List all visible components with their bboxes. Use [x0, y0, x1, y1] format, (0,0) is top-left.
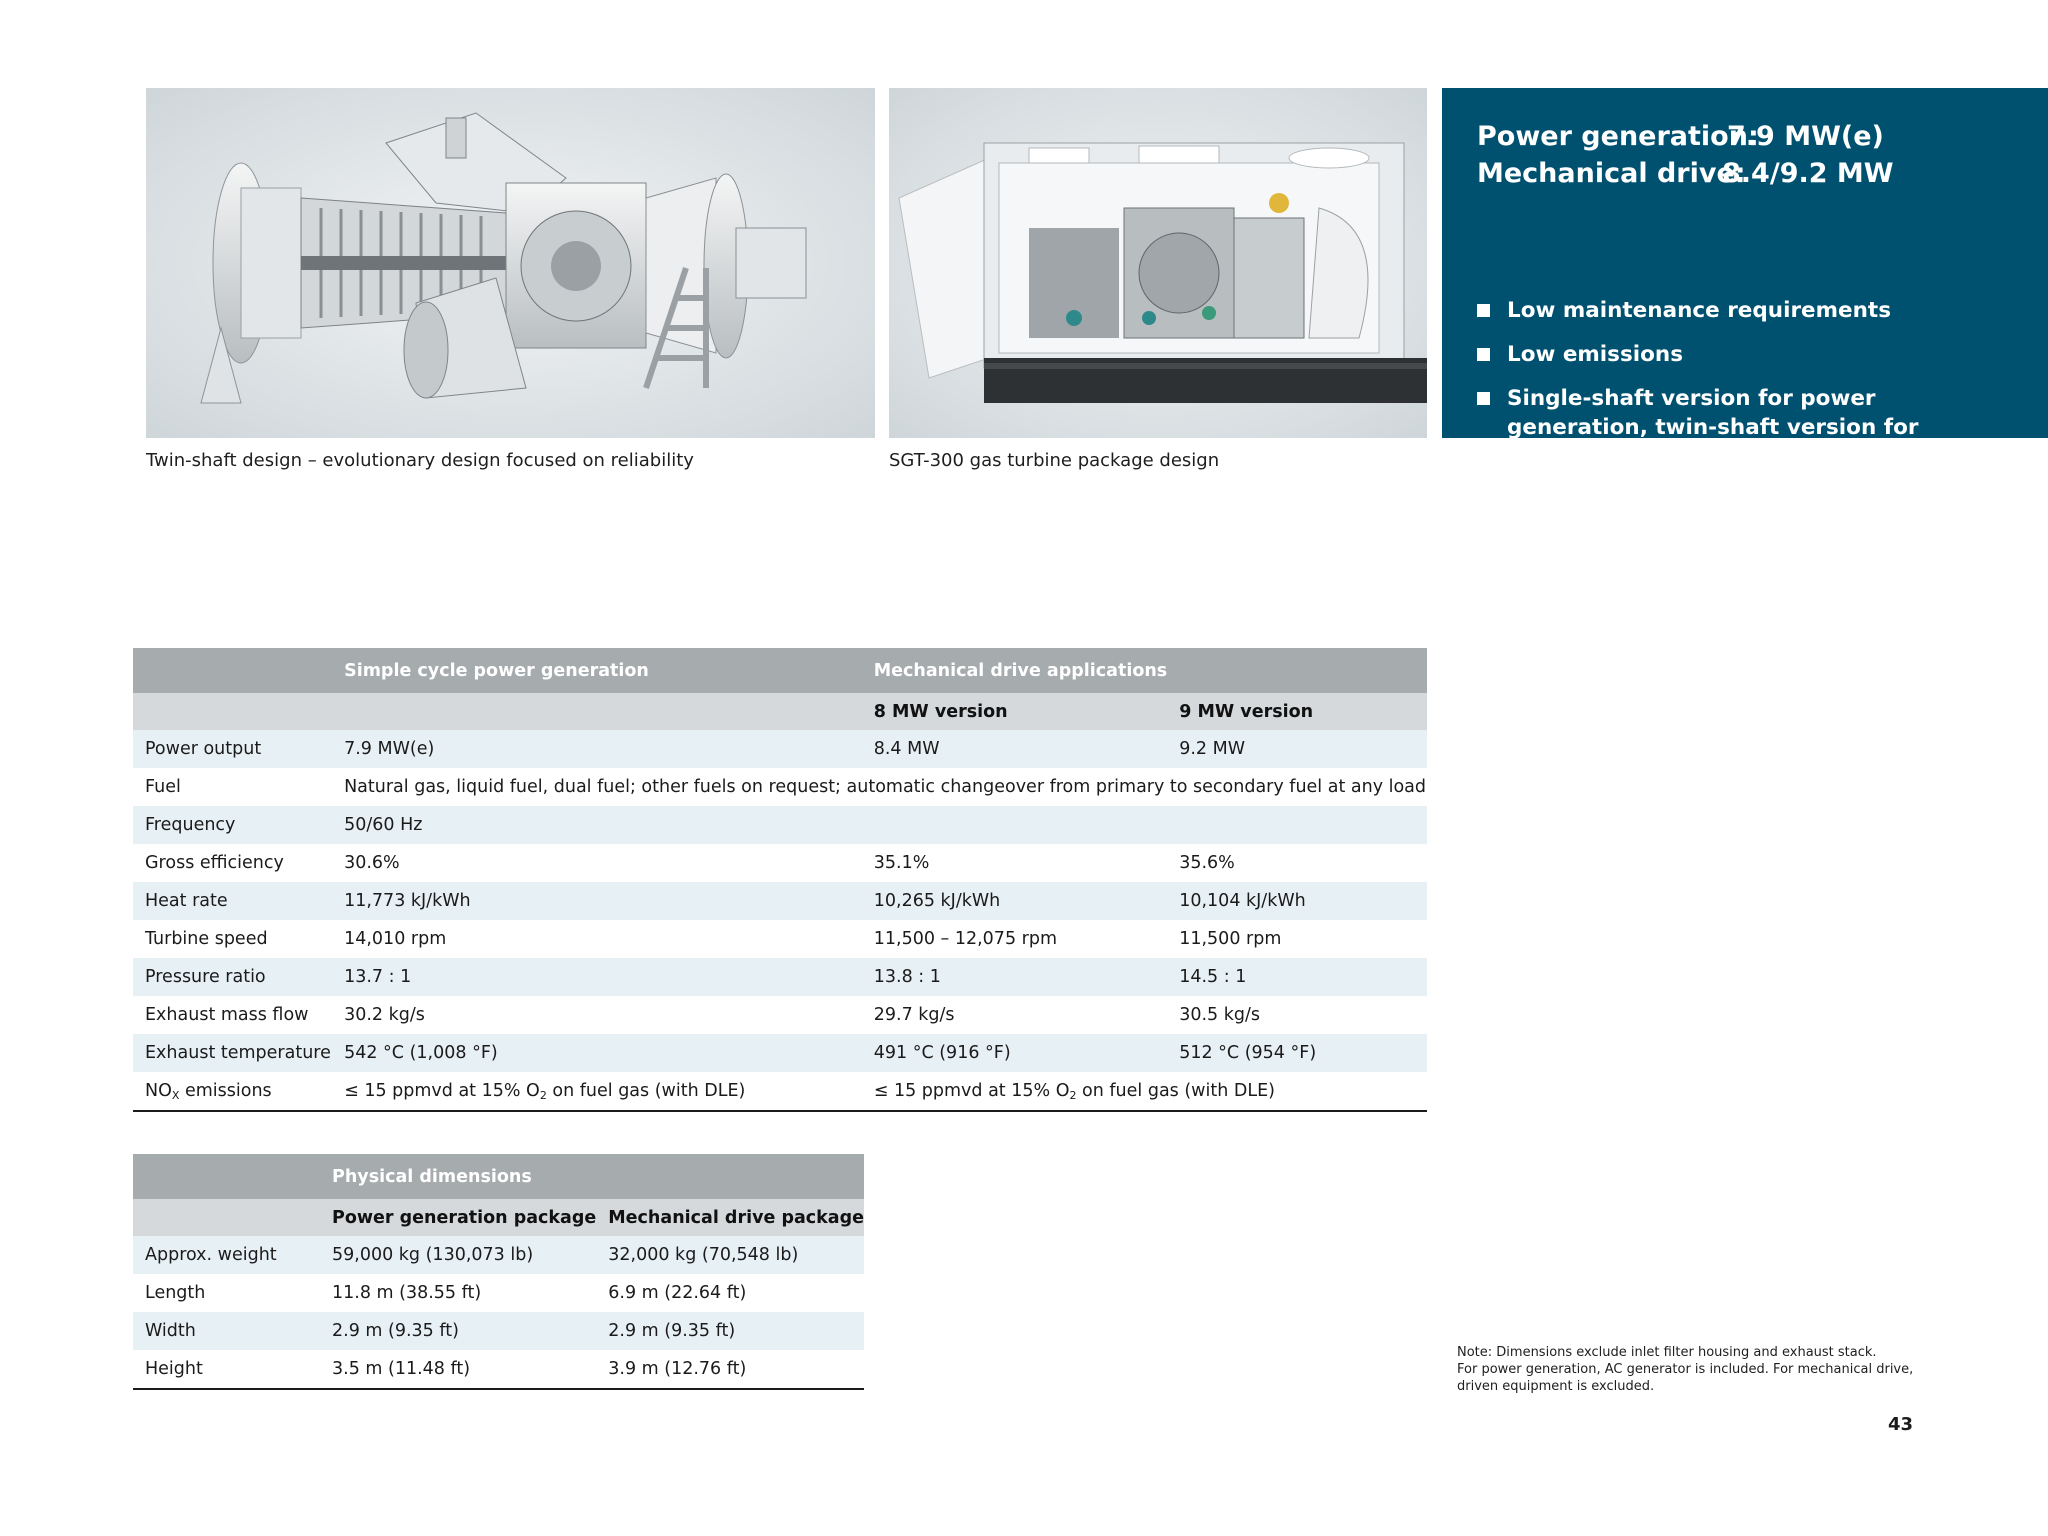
performance-table [133, 648, 1427, 1112]
col-header-9mw: 9 MW version [1167, 693, 1427, 730]
bullet-square-icon [1477, 392, 1490, 405]
table-row: Gross efficiency 30.6% 35.1% 35.6% [133, 844, 1427, 882]
dimensions-note: Note: Dimensions exclude inlet filter housing and exhaust stack. For power generation, AC generator is included. For mechanical drive, driven equipment is excluded. [1457, 1345, 1914, 1394]
table-row: Frequency 50/60 Hz [133, 806, 1427, 844]
table-header-row [133, 1154, 864, 1199]
table-row: Length 11.8 m (38.55 ft) 6.9 m (22.64 ft) [133, 1274, 864, 1312]
table-header-row [133, 648, 1427, 693]
bullet-square-icon [1477, 304, 1490, 317]
table-row: Width 2.9 m (9.35 ft) 2.9 m (9.35 ft) [133, 1312, 864, 1350]
table-row: Pressure ratio 13.7 : 1 13.8 : 1 14.5 : 1 [133, 958, 1427, 996]
table-row: Height 3.5 m (11.48 ft) 3.9 m (12.76 ft) [133, 1350, 864, 1389]
power-generation-label: Power generation: [1477, 121, 1759, 152]
col-header-simple-cycle: Simple cycle power generation [332, 648, 862, 693]
table-row: Approx. weight 59,000 kg (130,073 lb) 32,000 kg (70,548 lb) [133, 1236, 864, 1274]
col-header-mechanical-drive: Mechanical drive applications [862, 648, 1167, 693]
table-row: Turbine speed 14,010 rpm 11,500 – 12,075 rpm 11,500 rpm [133, 920, 1427, 958]
turbine-cutaway-image [146, 88, 875, 438]
col-header-physical-dimensions: Physical dimensions [320, 1154, 596, 1199]
table-row: Power output 7.9 MW(e) 8.4 MW 9.2 MW [133, 730, 1427, 768]
mechanical-drive-label: Mechanical drive: [1477, 158, 1746, 189]
col-header-8mw: 8 MW version [862, 693, 1167, 730]
col-header-mech-drive-package: Mechanical drive package [596, 1199, 864, 1236]
table-row: Heat rate 11,773 kJ/kWh 10,265 kJ/kWh 10,104 kJ/kWh [133, 882, 1427, 920]
col-header-power-gen-package: Power generation package [320, 1199, 596, 1236]
table-row-nox: $NO_X$ emissions ≤ 15 ppmvd at 15% $O_2$ on fuel gas (with DLE) ≤ 15 ppmvd at 15% $O_2$ on fuel gas (with DLE) [133, 1072, 1427, 1111]
feature-item: Low emissions [1477, 340, 2017, 369]
feature-item: Low maintenance requirements [1477, 296, 2017, 325]
output-summary [1477, 118, 1894, 192]
power-generation-value: 7.9 MW(e) [1727, 121, 1884, 152]
table-row: Fuel Natural gas, liquid fuel, dual fuel; other fuels on request; automatic changeover from primary to secondary fuel at any load [133, 768, 1427, 806]
dimensions-table [133, 1154, 864, 1390]
table-subheader-row [133, 693, 1427, 730]
page-number: 43 [1888, 1414, 1914, 1435]
table-subheader-row [133, 1199, 864, 1236]
mechanical-drive-value: 8.4/9.2 MW [1722, 158, 1894, 189]
table-row: Exhaust temperature 542 °C (1,008 °F) 491 °C (916 °F) 512 °C (954 °F) [133, 1034, 1427, 1072]
left-image-caption: Twin-shaft design – evolutionary design focused on reliability [146, 450, 694, 471]
table-row: Exhaust mass flow 30.2 kg/s 29.7 kg/s 30.5 kg/s [133, 996, 1427, 1034]
feature-list [1477, 296, 2017, 486]
highlights-panel [1442, 88, 2048, 469]
turbine-package-image [889, 88, 1427, 438]
right-image-caption: SGT-300 gas turbine package design [889, 450, 1220, 471]
feature-item: Single-shaft version for power generation, twin-shaft version for mechancial drive applications [1477, 384, 2017, 471]
bullet-square-icon [1477, 348, 1490, 361]
